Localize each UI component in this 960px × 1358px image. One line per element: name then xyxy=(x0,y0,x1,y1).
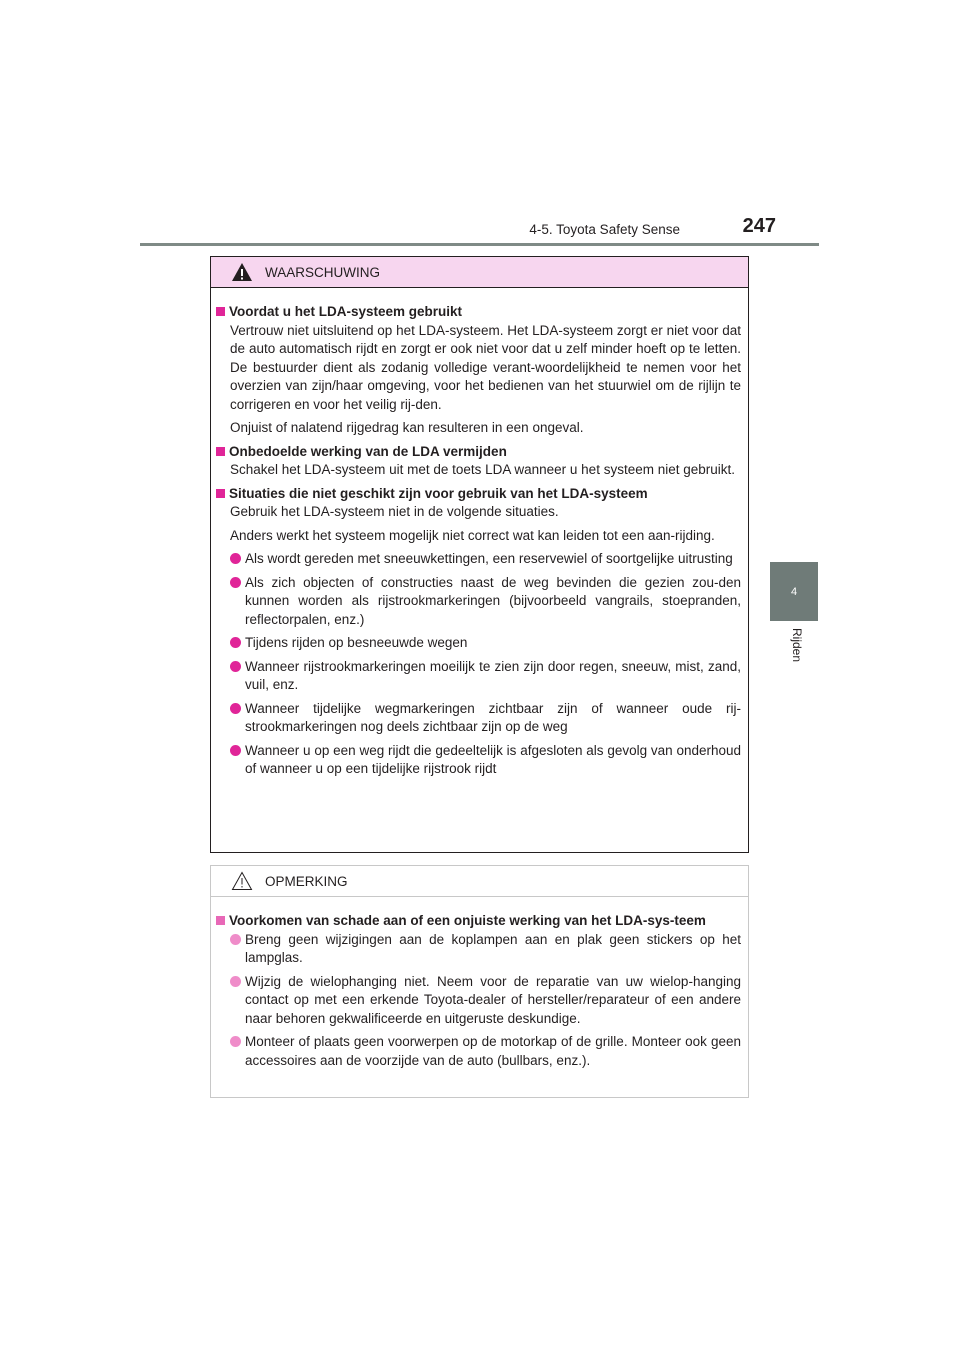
list-item xyxy=(216,742,741,779)
notice-box xyxy=(210,865,749,1098)
list-item xyxy=(216,574,741,630)
section-heading-text: Onbedoelde werking van de LDA vermijden xyxy=(229,443,507,459)
section-heading-text: Situaties die niet geschikt zijn voor gebruik van het LDA-systeem xyxy=(229,485,648,501)
round-bullet-icon xyxy=(230,976,241,987)
round-bullet-icon xyxy=(230,934,241,945)
round-bullet-icon xyxy=(230,577,241,588)
caution-outline-icon xyxy=(231,871,253,891)
list-item-text: Wijzig de wielophanging niet. Neem voor de reparatie van uw wielop-hanging contact op met een erkende Toyota-dealer of hersteller/reparateur of een andere naar behoren gekwalificeerde en uitgeruste deskundige. xyxy=(245,973,741,1026)
round-bullet-icon xyxy=(230,703,241,714)
warning-section-3 xyxy=(216,485,741,779)
list-item xyxy=(216,700,741,737)
round-bullet-icon xyxy=(230,553,241,564)
list-item xyxy=(216,1033,741,1070)
section-heading-text: Voordat u het LDA-systeem gebruikt xyxy=(229,304,463,319)
round-bullet-icon xyxy=(230,661,241,672)
section-heading xyxy=(216,912,741,931)
round-bullet-icon xyxy=(230,745,241,756)
notice-section-1 xyxy=(216,912,741,1070)
list-item xyxy=(216,931,741,968)
warning-header xyxy=(211,257,748,288)
paragraph: Vertrouw niet uitsluitend op het LDA-systeem. Het LDA-systeem zorgt er niet voor dat de auto automatisch rijdt en zorgt er ook niet voor dat u zelf minder hoeft op te letten. De bestuurder dient als zodanig volledige verant-woordelijkheid te nemen voor het overzien van zijn/haar omgeving, voor het bedienen van het stuurwiel om de rijlijn te corrigeren en voor het veilig rij-den. xyxy=(230,322,741,412)
square-bullet-icon xyxy=(216,447,225,456)
list-item-text: Als wordt gereden met sneeuwkettingen, een reservewiel of soortgelijke uitrusting xyxy=(245,551,733,566)
square-bullet-icon xyxy=(216,489,225,498)
chapter-tab: 4 xyxy=(770,562,818,621)
list-item-text: Wanneer u op een weg rijdt die gedeeltelijk is afgesloten als gevolg van onderhoud of wanneer u op een tijdelijke rijstrook rijdt xyxy=(245,742,741,776)
warning-box xyxy=(210,256,749,853)
square-bullet-icon xyxy=(216,307,225,316)
notice-body xyxy=(211,897,748,1070)
section-heading xyxy=(216,443,741,462)
section-title: 4-5. Toyota Safety Sense xyxy=(529,222,680,237)
paragraph: Schakel het LDA-systeem uit met de toets LDA wanneer u het systeem niet gebruikt. xyxy=(230,462,736,477)
section-heading-text: Voorkomen van schade aan of een onjuiste werking van het LDA-sys-teem xyxy=(229,913,706,928)
notice-header xyxy=(211,866,748,897)
warning-triangle-icon xyxy=(231,262,253,282)
list-item xyxy=(216,634,741,653)
list-item-text: Monteer of plaats geen voorwerpen op de motorkap of de grille. Monteer ook geen accessoires aan de voorzijde van de auto (bullbars, enz.). xyxy=(245,1034,741,1068)
list-item-text: Tijdens rijden op besneeuwde wegen xyxy=(245,635,468,650)
warning-body xyxy=(211,288,748,779)
list-item xyxy=(216,658,741,695)
round-bullet-icon xyxy=(230,637,241,648)
list-item-text: Wanneer rijstrookmarkeringen moeilijk te zien zijn door regen, sneeuw, mist, zand, vuil, enz. xyxy=(245,658,741,692)
section-heading xyxy=(216,303,741,322)
list-item xyxy=(216,550,741,569)
notice-title: OPMERKING xyxy=(265,873,348,889)
round-bullet-icon xyxy=(230,1036,241,1047)
warning-section-1 xyxy=(216,303,741,438)
section-heading xyxy=(216,485,741,504)
paragraph: Anders werkt het systeem mogelijk niet correct wat kan leiden tot een aan-rijding. xyxy=(230,527,715,543)
header-rule xyxy=(140,243,819,246)
chapter-label: Rijden xyxy=(790,628,804,663)
page-number: 247 xyxy=(742,215,776,237)
warning-section-2 xyxy=(216,443,741,480)
paragraph: Gebruik het LDA-systeem niet in de volgende situaties. xyxy=(230,504,559,519)
list-item-text: Als zich objecten of constructies naast de weg bevinden die gezien zou-den kunnen worden als rijstrookmarkeringen (bijvoorbeeld vangrails, stoepranden, reflectorpalen, enz.) xyxy=(245,574,741,627)
warning-title: WAARSCHUWING xyxy=(265,264,380,280)
list-item xyxy=(216,973,741,1029)
list-item-text: Wanneer tijdelijke wegmarkeringen zichtbaar zijn of wanneer oude rij-strookmarkeringen nog deels zichtbaar zijn op de weg xyxy=(245,700,741,734)
square-bullet-icon xyxy=(216,916,225,925)
list-item-text: Breng geen wijzigingen aan de koplampen aan en plak geen stickers op het lampglas. xyxy=(245,931,741,965)
paragraph: Onjuist of nalatend rijgedrag kan resulteren in een ongeval. xyxy=(230,420,584,435)
